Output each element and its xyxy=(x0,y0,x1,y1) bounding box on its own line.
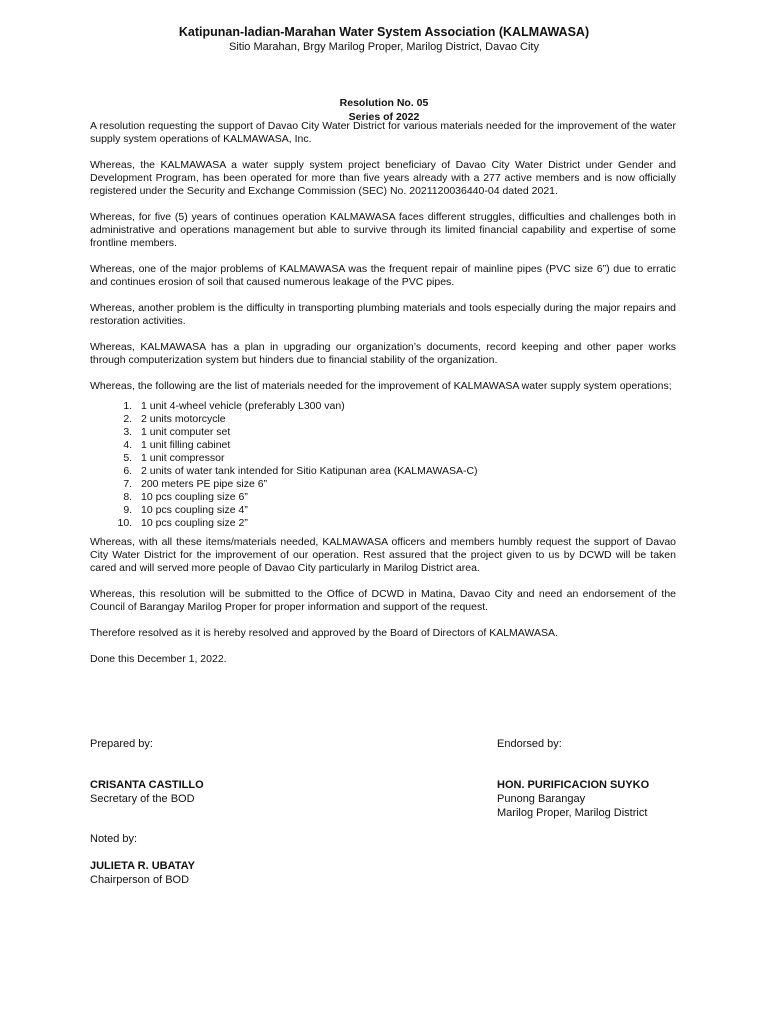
paragraph: Whereas, for five (5) years of continues operation KALMAWASA faces different struggles, difficulties and challenges both in administrative and operations management but able to survive through its limited financial capability and expertise of some frontline members. xyxy=(90,211,676,249)
paragraph: Whereas, the KALMAWASA a water supply system project beneficiary of Davao City Water District under Gender and Development Program, has been operated for more than five years already with a 277 active members and is now officially registered under the Security and Exchange Commission (SEC) No. 2021120036440-04 dated 2021. xyxy=(90,159,676,197)
list-item: 2. 2 units motorcycle xyxy=(135,413,676,426)
noted-by-name: JULIETA R. UBATAY xyxy=(90,860,195,872)
list-item: 5. 1 unit compressor xyxy=(135,452,676,465)
list-item: 3. 1 unit computer set xyxy=(135,426,676,439)
paragraph: A resolution requesting the support of Davao City Water District for various materials needed for the improvement of the water supply system operations of KALMAWASA, Inc. xyxy=(90,120,676,145)
organization-title: Katipunan-ladian-Marahan Water System Association (KALMAWASA) xyxy=(178,25,590,39)
list-item: 4. 1 unit filling cabinet xyxy=(135,439,676,452)
list-item: 9. 10 pcs coupling size 4” xyxy=(135,504,676,517)
noted-by-block xyxy=(90,832,195,887)
materials-list xyxy=(90,400,676,530)
endorsed-by-title-2: Marilog Proper, Marilog District xyxy=(497,807,648,819)
endorsed-by-name: HON. PURIFICACION SUYKO xyxy=(497,779,650,791)
prepared-by-name: CRISANTA CASTILLO xyxy=(90,779,204,791)
paragraph: Whereas, this resolution will be submitted to the Office of DCWD in Matina, Davao City and need an endorsement of the Council of Barangay Marilog Proper for proper information and support of the request. xyxy=(90,588,676,613)
paragraph: Whereas, one of the major problems of KALMAWASA was the frequent repair of mainline pipes (PVC size 6”) due to erratic and continues erosion of soil that caused numerous leakage of the PVC pipes. xyxy=(90,263,676,288)
organization-address: Sitio Marahan, Brgy Marilog Proper, Marilog District, Davao City xyxy=(229,41,539,53)
paragraph: Whereas, KALMAWASA has a plan in upgrading our organization’s documents, record keeping and other paper works through computerization system but hinders due to financial stability of the organization. xyxy=(90,341,676,366)
resolution-body xyxy=(90,120,676,679)
list-item: 8. 10 pcs coupling size 6” xyxy=(135,491,676,504)
list-item: 10. 10 pcs coupling size 2” xyxy=(135,517,676,530)
prepared-by-label: Prepared by: xyxy=(90,738,153,750)
noted-by-label: Noted by: xyxy=(90,833,138,845)
list-item: 1. 1 unit 4-wheel vehicle (preferably L300 van) xyxy=(135,400,676,413)
paragraph: Whereas, the following are the list of materials needed for the improvement of KALMAWASA water supply system operations; xyxy=(90,380,672,392)
list-item: 7. 200 meters PE pipe size 6” xyxy=(135,478,676,491)
list-item: 6. 2 units of water tank intended for Sitio Katipunan area (KALMAWASA-C) xyxy=(135,465,676,478)
letterhead xyxy=(0,0,768,54)
endorsed-by-title: Punong Barangay xyxy=(497,793,586,805)
resolution-series: Series of 2022 xyxy=(348,111,420,123)
prepared-by-title: Secretary of the BOD xyxy=(90,793,195,805)
paragraph: Whereas, with all these items/materials needed, KALMAWASA officers and members humbly request the support of Davao City Water District for the improvement of our operation. Rest assured that the project given to us by DCWD will be taken cared and will served more people of Davao City particularly in Marilog District area. xyxy=(90,536,676,574)
endorsed-by-label: Endorsed by: xyxy=(497,738,562,750)
prepared-by-block xyxy=(90,737,204,806)
endorsed-by-block xyxy=(497,737,649,820)
paragraph: Therefore resolved as it is hereby resolved and approved by the Board of Directors of KALMAWASA. xyxy=(90,627,558,639)
date-line: Done this December 1, 2022. xyxy=(90,653,227,665)
resolution-number: Resolution No. 05 xyxy=(339,97,429,109)
paragraph: Whereas, another problem is the difficulty in transporting plumbing materials and tools especially during the major repairs and restoration activities. xyxy=(90,302,676,327)
noted-by-title: Chairperson of BOD xyxy=(90,874,190,886)
